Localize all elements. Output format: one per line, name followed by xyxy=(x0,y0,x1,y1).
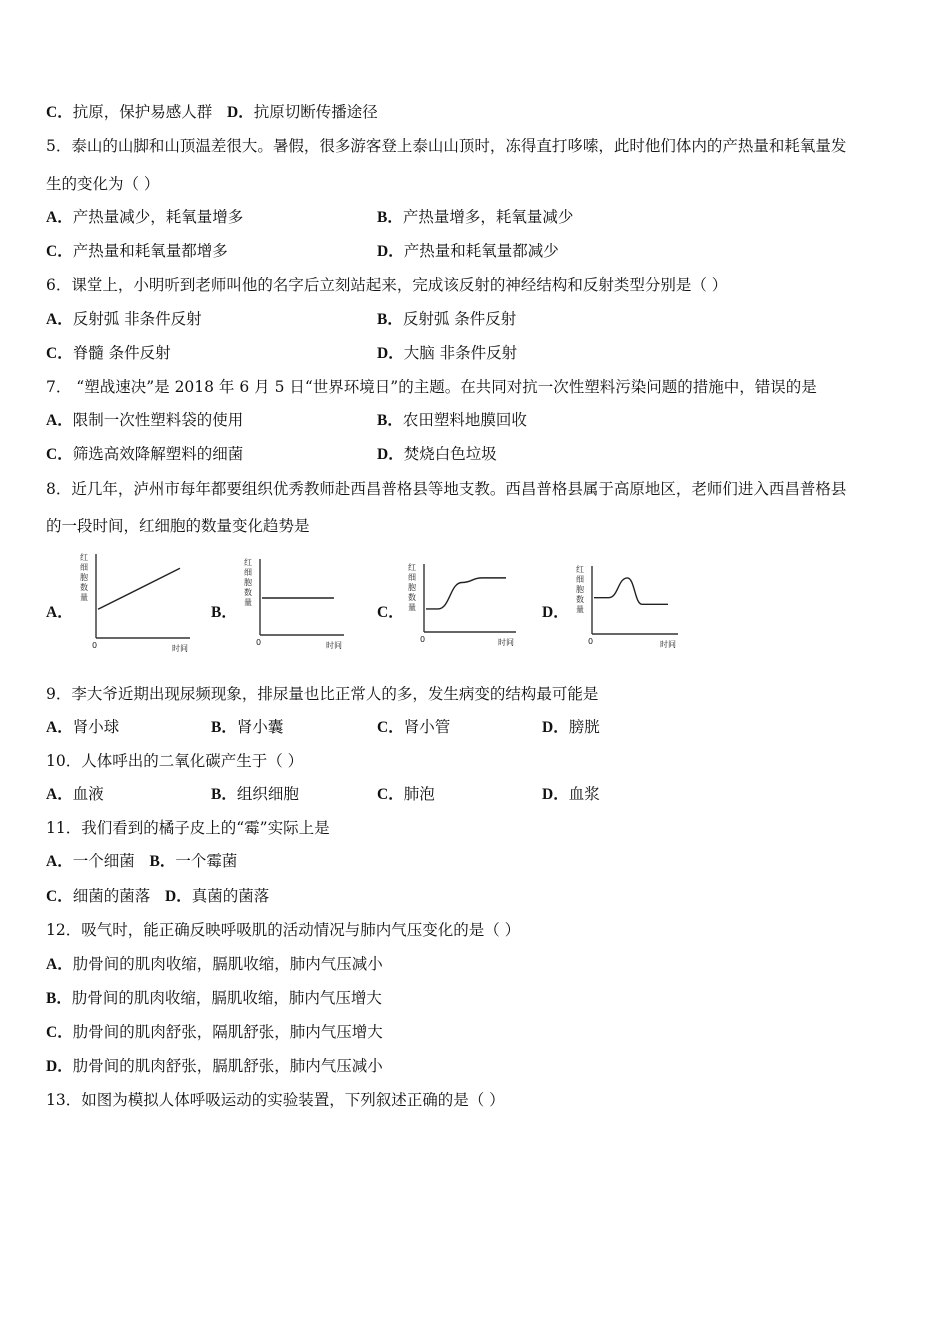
option-text: 抗原切断传播途径 xyxy=(253,103,378,121)
question-5-stem: 5．泰山的山脚和山顶温差很大。暑假，很多游客登上泰山山顶时，冻得直打哆嗦，此时他们体内的产热量和耗氧量发 xyxy=(46,137,847,155)
q6-option-d: D．大脑 非条件反射 xyxy=(377,344,518,362)
y-axis-label-char: 胞 xyxy=(80,573,88,582)
y-axis-label-char: 胞 xyxy=(408,583,416,592)
y-axis-label-char: 细 xyxy=(408,573,416,582)
question-5-stem-cont: 生的变化为（ ） xyxy=(46,175,160,193)
q5-option-a: A．产热量减少，耗氧量增多 xyxy=(46,208,244,226)
origin-label: 0 xyxy=(92,641,98,650)
question-6-stem: 6．课堂上，小明听到老师叫他的名字后立刻站起来，完成该反射的神经结构和反射类型分别是（ ） xyxy=(46,276,728,294)
y-axis-label-char: 数 xyxy=(244,588,252,597)
origin-label: 0 xyxy=(420,635,426,644)
y-axis-label-char: 量 xyxy=(576,605,584,614)
y-axis-label-char: 胞 xyxy=(244,578,252,587)
q9-option-c: C．肾小管 xyxy=(377,718,451,736)
origin-label: 0 xyxy=(256,638,262,647)
y-axis-label-char: 数 xyxy=(576,595,584,604)
origin-label: 0 xyxy=(588,637,594,646)
option-text: 抗原，保护易感人群 xyxy=(72,103,213,121)
x-axis-label: 时间 xyxy=(326,641,342,650)
q7-option-b: B．农田塑料地膜回收 xyxy=(377,411,527,429)
option-label: D． xyxy=(227,104,254,121)
y-axis-label-char: 细 xyxy=(80,563,88,572)
q11-options-ab: A．一个细菌 B．一个霉菌 xyxy=(46,852,238,870)
data-curve-c xyxy=(426,578,506,609)
graph-a-label: A． xyxy=(46,604,73,621)
question-12-stem: 12．吸气时，能正确反映呼吸肌的活动情况与肺内气压变化的是（ ） xyxy=(46,921,521,939)
y-axis-label-char: 数 xyxy=(408,593,416,602)
q9-option-a: A．肾小球 xyxy=(46,718,120,736)
question-11-stem: 11．我们看到的橘子皮上的“霉”实际上是 xyxy=(46,819,330,837)
q4-options-cd xyxy=(46,102,378,123)
question-8-stem: 8．近几年，泸州市每年都要组织优秀教师赴西昌普格县等地支教。西昌普格县属于高原地区，老师们进入西昌普格县 xyxy=(46,480,847,498)
q10-option-b: B．组织细胞 xyxy=(211,785,299,803)
graph-d xyxy=(574,562,686,654)
y-axis-label-char: 红 xyxy=(244,558,252,567)
q10-option-a: A．血液 xyxy=(46,785,104,803)
graph-a xyxy=(78,550,198,658)
q9-option-d: D．膀胱 xyxy=(542,718,600,736)
question-7-stem: 7． “塑战速决”是 2018 年 6 月 5 日“世界环境日”的主题。在共同对抗一次性塑料污染问题的措施中，错误的是 xyxy=(46,378,817,396)
x-axis-label: 时间 xyxy=(498,638,514,647)
y-axis-label-char: 量 xyxy=(408,603,416,612)
q6-option-b: B．反射弧 条件反射 xyxy=(377,310,517,328)
question-13-stem: 13．如图为模拟人体呼吸运动的实验装置，下列叙述正确的是（ ） xyxy=(46,1091,505,1109)
data-curve-d xyxy=(594,578,668,604)
graph-d-label: D． xyxy=(542,604,569,621)
y-axis-label-char: 胞 xyxy=(576,585,584,594)
q5-option-d: D．产热量和耗氧量都减少 xyxy=(377,242,559,260)
q5-option-c: C．产热量和耗氧量都增多 xyxy=(46,242,228,260)
graph-b xyxy=(242,555,352,655)
graph-c-label: C． xyxy=(377,604,404,621)
option-label: C． xyxy=(46,104,73,121)
graph-c xyxy=(406,560,524,652)
data-curve-a xyxy=(98,568,180,609)
question-10-stem: 10．人体呼出的二氧化碳产生于（ ） xyxy=(46,752,304,770)
q11-options-cd: C．细菌的菌落 D．真菌的菌落 xyxy=(46,887,270,905)
question-8-stem-cont: 的一段时间，红细胞的数量变化趋势是 xyxy=(46,517,310,535)
q12-option-c: C．肋骨间的肌肉舒张，隔肌舒张，肺内气压增大 xyxy=(46,1023,383,1041)
x-axis-label: 时间 xyxy=(660,640,676,649)
q7-option-a: A．限制一次性塑料袋的使用 xyxy=(46,411,244,429)
y-axis-label-char: 量 xyxy=(244,598,252,607)
q10-option-c: C．肺泡 xyxy=(377,785,435,803)
y-axis-label-char: 红 xyxy=(576,565,584,574)
y-axis-label-char: 数 xyxy=(80,583,88,592)
x-axis-label: 时间 xyxy=(172,644,188,653)
q12-option-a: A．肋骨间的肌肉收缩，膈肌收缩，肺内气压减小 xyxy=(46,955,383,973)
q10-option-d: D．血浆 xyxy=(542,785,600,803)
q12-option-d: D．肋骨间的肌肉舒张，膈肌舒张，肺内气压减小 xyxy=(46,1057,383,1075)
q5-option-b: B．产热量增多，耗氧量减少 xyxy=(377,208,574,226)
y-axis-label-char: 红 xyxy=(408,563,416,572)
q6-option-a: A．反射弧 非条件反射 xyxy=(46,310,202,328)
q7-option-c: C．筛选高效降解塑料的细菌 xyxy=(46,445,244,463)
graph-b-label: B． xyxy=(211,604,237,621)
q12-option-b: B．肋骨间的肌肉收缩，膈肌收缩，肺内气压增大 xyxy=(46,989,382,1007)
q7-option-d: D．焚烧白色垃圾 xyxy=(377,445,497,463)
q6-option-c: C．脊髓 条件反射 xyxy=(46,344,171,362)
y-axis-label-char: 量 xyxy=(80,593,88,602)
q9-option-b: B．肾小囊 xyxy=(211,718,284,736)
y-axis-label-char: 细 xyxy=(244,568,252,577)
y-axis-label-char: 红 xyxy=(80,553,88,562)
y-axis-label-char: 细 xyxy=(576,575,584,584)
question-9-stem: 9．李大爷近期出现尿频现象，排尿量也比正常人的多，发生病变的结构最可能是 xyxy=(46,685,599,703)
